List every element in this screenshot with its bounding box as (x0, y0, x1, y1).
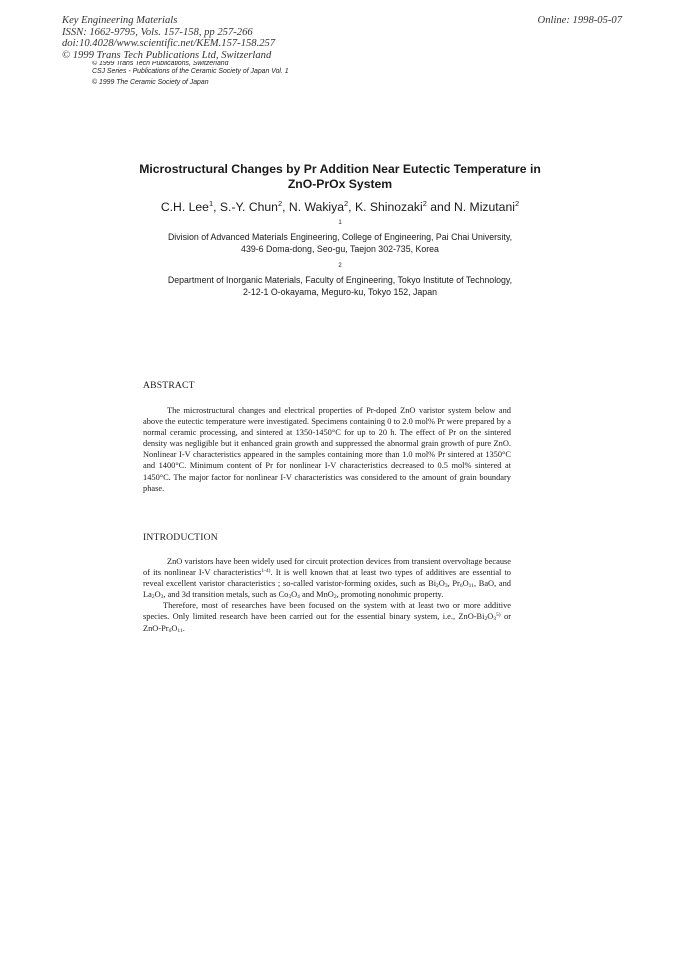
author-separator: and (426, 200, 454, 214)
series-line: CSJ Series - Publications of the Ceramic Society of Japan Vol. 1 (92, 68, 289, 75)
author-list (80, 199, 600, 215)
introduction-body (143, 556, 511, 634)
author (220, 200, 289, 214)
author-name: C.H. Lee (160, 200, 209, 214)
author-separator: , (282, 200, 289, 214)
society-copyright: © 1999 The Ceramic Society of Japan (92, 79, 209, 87)
author-affiliation-mark: 1 (208, 199, 214, 208)
citation-ref: 5) (496, 612, 501, 619)
author-name: N. Wakiya (288, 200, 344, 214)
issn-line: ISSN: 1662-9795, Vols. 157-158, pp 257-266 (62, 26, 253, 38)
publisher-clipped-line: © 1999 Trans Tech Publications, Switzerland (92, 61, 229, 66)
author (289, 200, 355, 214)
affiliation-address: 2-12-1 O-okayama, Meguro-ku, Tokyo 152, Japan (243, 286, 437, 297)
author-name: S.-Y. Chun (219, 200, 278, 214)
author-affiliation-mark: 2 (277, 199, 283, 208)
abstract-paragraph: The microstructural changes and electrical properties of Pr-doped ZnO varistor system below and above the eutectic temperature were investigated. Specimens containing 0 to 2.0 mol% Pr were prepared by a normal ceramic processing, and sintered at 1350-1450°C for up to 20 h. The effect of Pr on the sintered density was negligible but it enhanced grain growth and suppressed the abnormal grain growth of pure ZnO. Nonlinear I-V characteristics appeared in the samples containing more than 1.0 mol% Pr sintered at 1350°C and 1400°C. Minimum content of Pr for nonlinear I-V characteristics decreased to 0.5 mol% sintered at 1450°C. The major factor for nonlinear I-V characteristics was considered to the amount of grain boundary phase. (143, 406, 511, 493)
affiliation-2 (80, 263, 600, 298)
author-name: K. Shinozaki (354, 200, 423, 214)
affiliation-line (80, 263, 600, 287)
author (454, 200, 519, 214)
affiliation-address: 439-6 Doma-dong, Seo-gu, Taejon 302-735, Korea (241, 243, 439, 254)
author (161, 200, 220, 214)
affiliation-number: 2 (338, 263, 342, 270)
copyright-line: © 1999 Trans Tech Publications Ltd, Switzerland (62, 49, 272, 61)
author-affiliation-mark: 2 (422, 199, 427, 208)
title-block (80, 162, 600, 299)
affiliation-number: 1 (338, 220, 342, 226)
abstract-body (143, 405, 511, 494)
online-date: Online: 1998-05-07 (537, 15, 622, 26)
introduction-heading: INTRODUCTION (143, 532, 218, 543)
doi-line: doi:10.4028/www.scientific.net/KEM.157-158.257 (62, 38, 276, 49)
author (355, 200, 454, 214)
title-line-1: Microstructural Changes by Pr Addition Near Eutectic Temperature in (139, 162, 541, 176)
journal-header (62, 15, 622, 61)
author-name: N. Mizutani (453, 200, 515, 214)
publisher-info (92, 62, 392, 88)
author-affiliation-mark: 2 (344, 199, 349, 208)
affiliation-1 (80, 220, 600, 255)
author-affiliation-mark: 2 (514, 199, 520, 208)
title-line-2: ZnO-PrOx System (287, 176, 393, 191)
introduction-paragraph-2: Therefore, most of researches have been focused on the system with at least two or more additive species. Only limited research have been carried out for the essential binary system, i.e., ZnO-$Bi_2O_3^{5)}$ or ZnO-$Pr_6O_{11}$. (143, 601, 511, 634)
author-separator: , (213, 200, 220, 214)
author-separator: , (348, 200, 355, 214)
journal-name: Key Engineering Materials (62, 15, 178, 26)
abstract-heading: ABSTRACT (143, 380, 195, 391)
affiliation-text: Department of Inorganic Materials, Faculty of Engineering, Tokyo Institute of Technology, (167, 275, 513, 286)
introduction-paragraph-1: ZnO varistors have been widely used for circuit protection devices from transient overvoltage because of its nonlinear I-V characteristics$^{1-4)}$. It is well known that at least two types of additives are essential to reveal excellent varistor characteristics ; so-called varistor-forming oxides, such as $Bi_2O_3$, $Pr_6O_{11}$, BaO, and $La_2O_3$, and 3d transition metals, such as $Co_3O_4$ and MnO$_2$, promoting nonohmic property. (143, 557, 511, 601)
affiliation-text: Division of Advanced Materials Engineering, College of Engineering, Pai Chai University, (167, 231, 513, 242)
affiliation-line (80, 220, 600, 244)
paper-title (80, 162, 600, 191)
citation-ref: 1-4) (261, 568, 271, 575)
